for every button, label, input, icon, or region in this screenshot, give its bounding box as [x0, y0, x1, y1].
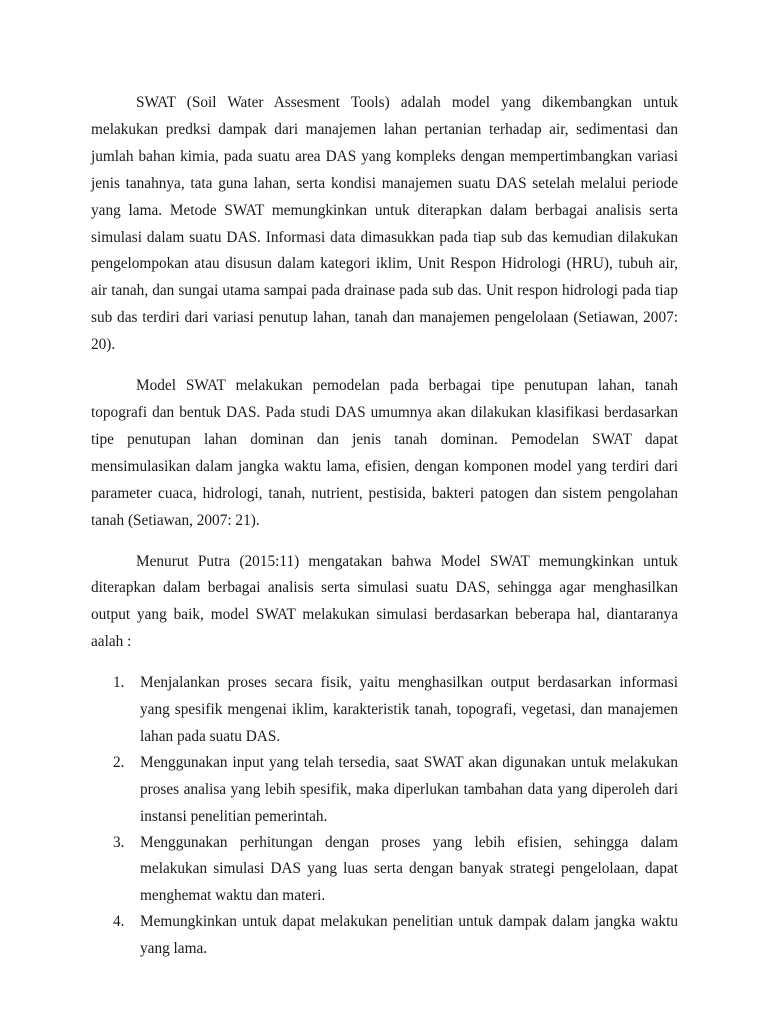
document-body	[91, 90, 678, 962]
list-item-text: Menggunakan perhitungan dengan proses yang lebih efisien, sehingga dalam melakukan simulasi DAS yang luas serta dengan banyak strategi pengelolaan, dapat menghemat waktu dan materi.	[140, 833, 678, 905]
simulation-basis-list	[91, 670, 678, 963]
list-item-text: Memungkinkan untuk dapat melakukan penelitian untuk dampak dalam jangka waktu yang lama.	[140, 913, 678, 958]
paragraph-swat-modeling: Model SWAT melakukan pemodelan pada berbagai tipe penutupan lahan, tanah topografi dan bentuk DAS. Pada studi DAS umumnya akan dilakukan klasifikasi berdasarkan tipe penutupan lahan dominan dan jenis tanah dominan. Pemodelan SWAT dapat mensimulasikan dalam jangka waktu lama, efisien, dengan komponen model yang terdiri dari parameter cuaca, hidrologi, tanah, nutrient, pestisida, bakteri patogen dan sistem pengolahan tanah (Setiawan, 2007: 21).	[91, 377, 678, 529]
list-item-number: 3.	[113, 833, 125, 851]
list-item	[91, 909, 678, 963]
paragraph-putra-citation: Menurut Putra (2015:11) mengatakan bahwa Model SWAT memungkinkan untuk diterapkan dalam berbagai analisis serta simulasi suatu DAS, sehingga agar menghasilkan output yang baik, model SWAT melakukan simulasi berdasarkan beberapa hal, diantaranya aalah :	[91, 552, 678, 651]
list-item-text: Menggunakan input yang telah tersedia, saat SWAT akan digunakan untuk melakukan proses analisa yang lebih spesifik, maka diperlukan tambahan data yang diperoleh dari instansi penelitian pemerintah.	[140, 753, 678, 825]
list-item-number: 2.	[113, 753, 125, 771]
list-item	[91, 750, 678, 831]
list-item-text: Menjalankan proses secara fisik, yaitu menghasilkan output berdasarkan informasi yang spesifik mengenai iklim, karakteristik tanah, topografi, vegetasi, dan manajemen lahan pada suatu DAS.	[140, 674, 678, 745]
list-item-number: 1.	[113, 674, 125, 692]
list-item	[91, 670, 678, 751]
list-item-number: 4.	[113, 913, 125, 931]
list-item	[91, 830, 678, 911]
paragraph-swat-definition: SWAT (Soil Water Assesment Tools) adalah model yang dikembangkan untuk melakukan predksi dampak dari manajemen lahan pertanian terhadap air, sedimentasi dan jumlah bahan kimia, pada suatu area DAS yang kompleks dengan mempertimbangkan variasi jenis tanahnya, tata guna lahan, serta kondisi manajemen suatu DAS setelah melalui periode yang lama. Metode SWAT memungkinkan untuk diterapkan dalam berbagai analisis serta simulasi dalam suatu DAS. Informasi data dimasukkan pada tiap sub das kemudian dilakukan pengelompokan atau disusun dalam kategori iklim, Unit Respon Hidrologi (HRU), tubuh air, air tanah, dan sungai utama sampai pada drainase pada sub das. Unit respon hidrologi pada tiap sub das terdiri dari variasi penutup lahan, tanah dan manajemen pengelolaan (Setiawan, 2007: 20).	[91, 94, 678, 354]
